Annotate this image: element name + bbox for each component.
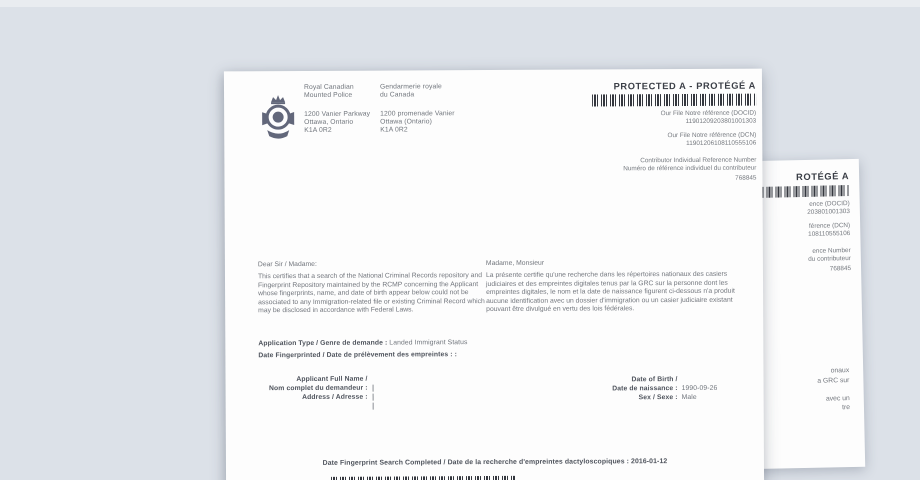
file-ref-fragment: ence (DOCID): [809, 200, 850, 208]
applicant-name-label-fr: Nom complet du demandeur :: [269, 384, 368, 393]
docid-label: Our File Notre référence (DOCID): [660, 109, 757, 118]
file-ref-fragment: 768845: [829, 265, 852, 273]
application-type-row: [258, 339, 467, 348]
applicant-labels: [256, 375, 368, 403]
contributor-ref-label-fr: Numéro de référence individuel du contributeur: [623, 164, 757, 173]
date-fingerprinted-label: Date Fingerprinted / Date de prélèvement des empreintes : :: [258, 351, 457, 360]
sex-label: Sex / Sexe :: [638, 394, 678, 402]
body-paragraph-english: This certifies that a search of the National Criminal Records repository and Fingerprint Repository maintained by the RCMP concerning the Applicant whose fingerprints, name, and date of birth appear below could not be associated to any Immigration-related file or existing Criminal Record which may be disclosed in accordance with Federal Laws.: [257, 272, 485, 315]
body-text-fragment: tre: [841, 404, 851, 412]
docid-value: 11901209203801001303: [685, 117, 757, 125]
file-ref-fragment: férence (DCN): [808, 222, 851, 230]
dcn-value: 11901206108110555106: [686, 139, 757, 147]
document-page-1: [224, 69, 764, 480]
dcn-label: Our File Notre référence (DCN): [667, 131, 757, 140]
applicant-name-label-en: Applicant Full Name /: [296, 375, 368, 384]
sex-value: Male: [681, 393, 697, 402]
body-text-fragment: a GRC sur: [817, 377, 850, 385]
address-label: Address / Adresse :: [302, 393, 368, 402]
address-english: 1200 Vanier Parkway Ottawa, Ontario K1A 0R2: [304, 110, 371, 135]
barcode: [757, 185, 849, 198]
barcode: [592, 94, 756, 107]
classification-banner: PROTECTED A - PROTÉGÉ A: [613, 80, 757, 92]
contributor-ref-value: 768845: [735, 174, 757, 182]
salutation-english: Dear Sir / Madame:: [257, 260, 317, 269]
background-top-band: [0, 0, 920, 7]
dob-sex-block: [516, 375, 726, 403]
dob-value: 1990-09-26: [681, 384, 718, 393]
rcmp-crest-icon: [260, 93, 296, 145]
dob-label-fr: Date de naissance :: [612, 385, 678, 393]
bottom-barcode-partial: [331, 476, 515, 480]
body-text-fragment: onaux: [830, 367, 850, 375]
contributor-ref-label-en: Contributor Individual Reference Number: [640, 156, 757, 165]
dob-label-en: Date of Birth /: [631, 376, 678, 384]
body-text-fragment: avec un: [825, 395, 850, 403]
classification-banner-fragment: ROTÉGÉ A: [796, 171, 850, 183]
address-french: 1200 promenade Vanier Ottawa (Ontario) K1A 0R2: [380, 110, 455, 134]
org-name-french: Gendarmerie royale du Canada: [379, 83, 442, 99]
org-name-english: Royal Canadian Mounted Police: [303, 83, 354, 100]
file-ref-fragment: du contributeur: [808, 255, 851, 263]
file-ref-fragment: ence Number: [812, 247, 851, 255]
blank-field-mark: [373, 385, 374, 392]
salutation-french: Madame, Monsieur: [485, 259, 545, 268]
file-ref-fragment: 203801001303: [807, 208, 850, 216]
blank-field-mark: [373, 403, 374, 410]
application-type-label: Application Type / Genre de demande :: [258, 339, 388, 348]
file-ref-fragment: 108110555106: [808, 230, 851, 238]
application-type-value: Landed Immigrant Status: [389, 339, 468, 347]
body-paragraph-french: La présente certifie qu'une recherche dans les répertoires nationaux des casiers judiciaires et des empreintes digitales tenus par la GRC sur la personne dont les empreintes digitales, le nom et la date de naissance figurent ci-dessous n'a produit aucune identification avec un dossier d'immigration ou un casier judiciaire existant pouvant être divulgué en vertu des lois fédérales.: [485, 270, 735, 314]
search-completed-line: Date Fingerprint Search Completed / Date de la recherche d'empreintes dactyloscopiques : 2016-01-12: [322, 458, 668, 467]
blank-field-mark: [373, 394, 374, 401]
